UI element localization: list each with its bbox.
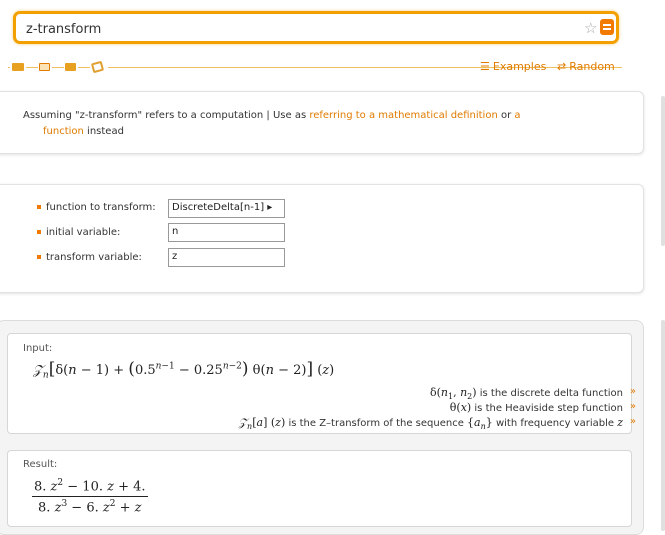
list-icon[interactable] (64, 62, 78, 72)
search-box[interactable] (13, 11, 619, 44)
assumption-panel (0, 91, 644, 154)
input-expression: 𝒵$_n$[δ(n − $1) + (0.5^{n-1} - 0.25^{n-2}) \theta(n - 2)$] (z) (33, 359, 335, 381)
side-scroll-edge (661, 96, 665, 246)
random-link[interactable] (557, 60, 615, 73)
function-field-label: function to transform: (37, 202, 156, 213)
shuffle-icon: ⇄ (557, 60, 567, 73)
ztransform-definition: 𝒵$_n$[a] (z) is the Z–transform of the sequence $\{a_n\}$ with frequency variable z (238, 416, 623, 432)
result-pod-title: Result: (23, 459, 58, 470)
form-panel (0, 184, 644, 293)
assumption-suffix: instead (83, 126, 124, 137)
bullet-icon (37, 255, 41, 259)
heaviside-definition: θ(x) is the Heaviside step function (449, 401, 623, 414)
initial-variable-input[interactable]: n (168, 223, 285, 242)
dice-icon[interactable] (90, 62, 108, 72)
star-icon[interactable]: ☆ (584, 19, 598, 37)
search-input[interactable] (26, 19, 546, 39)
examples-link[interactable] (480, 60, 546, 73)
go-button[interactable] (600, 19, 614, 35)
assumption-or: or (497, 110, 515, 121)
function-input[interactable]: DiscreteDelta[n-1] ▸ (168, 199, 285, 218)
result-denominator: 8. $z^3 - 6$. $z^2 + z$ (32, 496, 148, 515)
function-link-a[interactable]: a (514, 110, 521, 121)
bullet-icon (37, 205, 41, 209)
assumption-prefix: Assuming "z-transform" refers to a computation | Use as (23, 110, 310, 121)
definition-link[interactable]: referring to a mathematical definition (309, 110, 498, 121)
list-lines-icon: ☰ (480, 60, 490, 73)
result-numerator: 8. $z^2 - 10$. z + 4. (34, 478, 146, 495)
assumption-text (23, 108, 603, 140)
keyboard-icon[interactable] (10, 62, 26, 72)
function-link[interactable]: function (43, 126, 84, 137)
transform-variable-input[interactable]: z (168, 248, 285, 267)
initial-variable-label: initial variable: (37, 227, 120, 238)
examples-label: Examples (492, 60, 547, 73)
input-pod-title: Input: (23, 343, 53, 354)
chevron-icon[interactable]: » (629, 386, 636, 397)
bullet-icon (37, 230, 41, 234)
chevron-icon[interactable]: » (629, 401, 636, 412)
transform-variable-label: transform variable: (37, 252, 142, 263)
camera-icon[interactable] (38, 62, 52, 72)
result-fraction (32, 478, 148, 516)
random-label: Random (569, 60, 615, 73)
delta-definition: $\delta(n_1$, $n_2$) is the discrete delta function (429, 386, 623, 402)
chevron-icon[interactable]: » (629, 416, 636, 427)
side-scroll-edge (661, 320, 665, 531)
